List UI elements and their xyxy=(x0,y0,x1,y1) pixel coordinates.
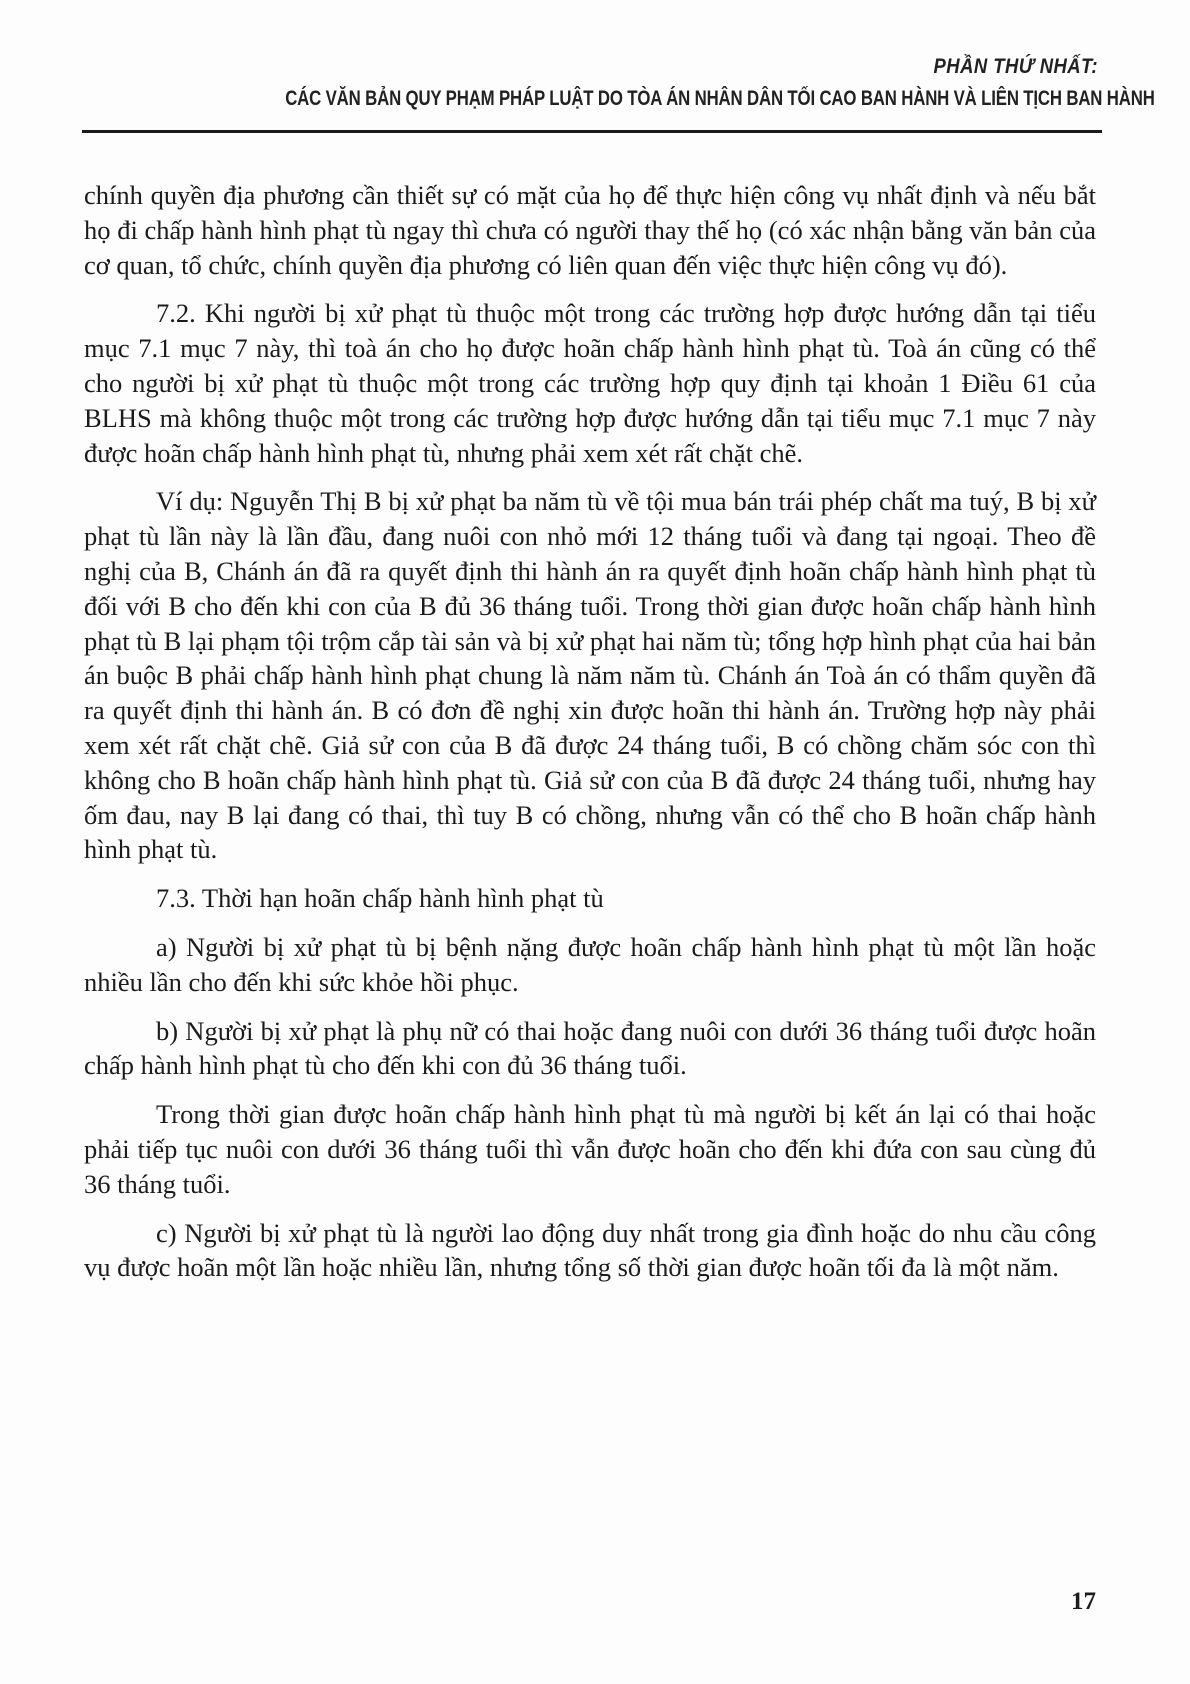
running-header xyxy=(82,52,1155,116)
section-heading-7-3: 7.3. Thời hạn hoãn chấp hành hình phạt tù xyxy=(156,883,604,914)
header-divider xyxy=(82,130,1102,133)
body-text xyxy=(84,178,1096,1299)
paragraph-item-c: c) Người bị xử phạt tù là người lao động duy nhất trong gia đình hoặc do nhu cầu công vụ được hoãn một lần hoặc nhiều lần, nhưng tổng số thời gian được hoãn tối đa là một năm. xyxy=(84,1217,1096,1283)
header-title: CÁC VĂN BẢN QUY PHẠM PHÁP LUẬT DO TÒA ÁN NHÂN DÂN TỐI CAO BAN HÀNH VÀ LIÊN TỊCH BAN HÀNH xyxy=(285,87,1155,110)
paragraph-example: Ví dụ: Nguyễn Thị B bị xử phạt ba năm tù về tội mua bán trái phép chất ma tuý, B bị xử phạt tù lần này là lần đầu, đang nuôi con nhỏ mới 12 tháng tuổi và đang tại ngoại. Theo đề nghị của B, Chánh án đã ra quyết định thi hành án ra quyết định hoãn chấp hành hình phạt tù đối với B cho đến khi con của B đủ 36 tháng tuổi. Trong thời gian được hoãn chấp hành hình phạt tù B lại phạm tội trộm cắp tài sản và bị xử phạt hai năm tù; tổng hợp hình phạt của hai bản án buộc B phải chấp hành hình phạt chung là năm năm tù. Chánh án Toà án có thẩm quyền đã ra quyết định thi hành án. B có đơn đề nghị xin được hoãn thi hành án. Trường hợp này phải xem xét rất chặt chẽ. Giả sử con của B đã được 24 tháng tuổi, B có chồng chăm sóc con thì không cho B hoãn chấp hành hình phạt tù. Giả sử con của B đã được 24 tháng tuổi, nhưng hay ốm đau, nay B lại đang có thai, thì tuy B có chồng, nhưng vẫn có thể cho B hoãn chấp hành hình phạt tù. xyxy=(84,486,1096,865)
paragraph-item-b: b) Người bị xử phạt là phụ nữ có thai hoặc đang nuôi con dưới 36 tháng tuổi được hoãn chấp hành hình phạt tù cho đến khi con đủ 36 tháng tuổi. xyxy=(84,1015,1096,1081)
paragraph-item-b-continued: Trong thời gian được hoãn chấp hành hình phạt tù mà người bị kết án lại có thai hoặc phải tiếp tục nuôi con dưới 36 tháng tuổi thì vẫn được hoãn cho đến khi đứa con sau cùng đủ 36 tháng tuổi. xyxy=(84,1099,1096,1199)
paragraph-item-a: a) Người bị xử phạt tù bị bệnh nặng được hoãn chấp hành hình phạt tù một lần hoặc nhiều lần cho đến khi sức khỏe hồi phục. xyxy=(84,931,1096,997)
header-part-label: PHẦN THỨ NHẤT: xyxy=(933,55,1098,78)
page-number: 17 xyxy=(1071,1588,1096,1615)
paragraph-continuation: chính quyền địa phương cần thiết sự có mặt của họ để thực hiện công vụ nhất định và nếu bắt họ đi chấp hành hình phạt tù ngay thì chưa có người thay thế họ (có xác nhận bằng văn bản của cơ quan, tổ chức, chính quyền địa phương có liên quan đến việc thực hiện công vụ đó). xyxy=(84,180,1096,280)
paragraph-7-2: 7.2. Khi người bị xử phạt tù thuộc một trong các trường hợp được hướng dẫn tại tiểu mục 7.1 mục 7 này, thì toà án cho họ được hoãn chấp hành hình phạt tù. Toà án cũng có thể cho người bị xử phạt tù thuộc một trong các trường hợp quy định tại khoản 1 Điều 61 của BLHS mà không thuộc một trong các trường hợp được hướng dẫn tại tiểu mục 7.1 mục 7 này được hoãn chấp hành hình phạt tù, nhưng phải xem xét rất chặt chẽ. xyxy=(84,298,1096,468)
